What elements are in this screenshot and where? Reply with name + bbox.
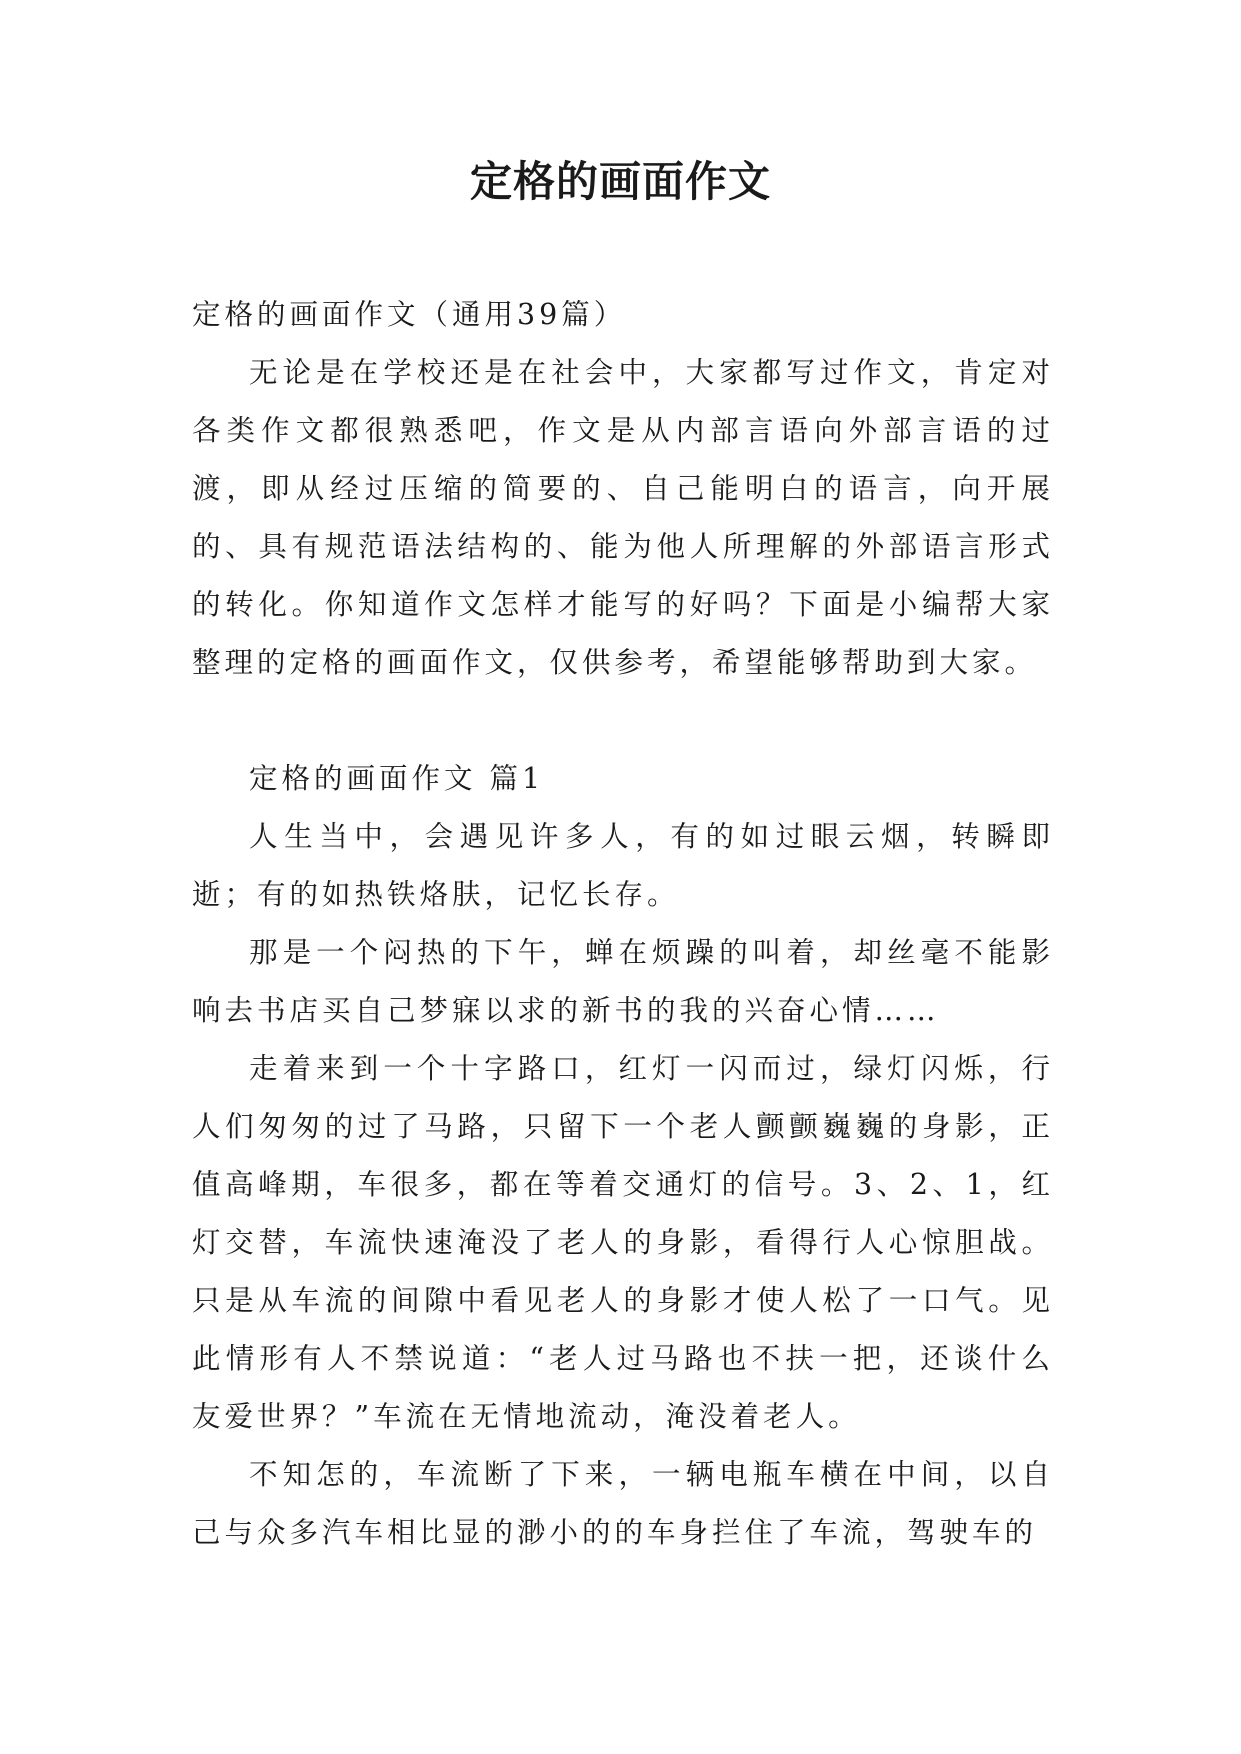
document-title: 定格的画面作文	[469, 157, 771, 206]
section-heading: 定格的画面作文 篇1	[249, 762, 545, 795]
body-paragraph-1: 人生当中，会遇见许多人，有的如过眼云烟，转瞬即逝；有的如热铁烙肤，记忆长存。	[192, 820, 1054, 911]
intro-paragraph: 无论是在学校还是在社会中，大家都写过作文，肯定对各类作文都很熟悉吧，作文是从内部言语向外部言语的过渡，即从经过压缩的简要的、自己能明白的语言，向开展的、具有规范语法结构的、能为他人所理解的外部语言形式的转化。你知道作文怎样才能写的好吗？下面是小编帮大家整理的定格的画面作文，仅供参考，希望能够帮助到大家。	[192, 356, 1054, 679]
document-body	[192, 286, 1054, 1562]
document-subtitle: 定格的画面作文（通用39篇）	[192, 298, 627, 331]
body-paragraph-3: 走着来到一个十字路口，红灯一闪而过，绿灯闪烁，行人们匆匆的过了马路，只留下一个老人颤颤巍巍的身影，正值高峰期，车很多，都在等着交通灯的信号。3、2、1，红灯交替，车流快速淹没了老人的身影，看得行人心惊胆战。只是从车流的间隙中看见老人的身影才使人松了一口气。见此情形有人不禁说道：“老人过马路也不扶一把，还谈什么友爱世界？”车流在无情地流动，淹没着老人。	[192, 1052, 1054, 1433]
body-paragraph-2: 那是一个闷热的下午，蝉在烦躁的叫着，却丝毫不能影响去书店买自己梦寐以求的新书的我的兴奋心情……	[192, 936, 1054, 1027]
body-paragraph-4: 不知怎的，车流断了下来，一辆电瓶车横在中间，以自己与众多汽车相比显的渺小的的车身拦住了车流，驾驶车的	[192, 1458, 1054, 1549]
